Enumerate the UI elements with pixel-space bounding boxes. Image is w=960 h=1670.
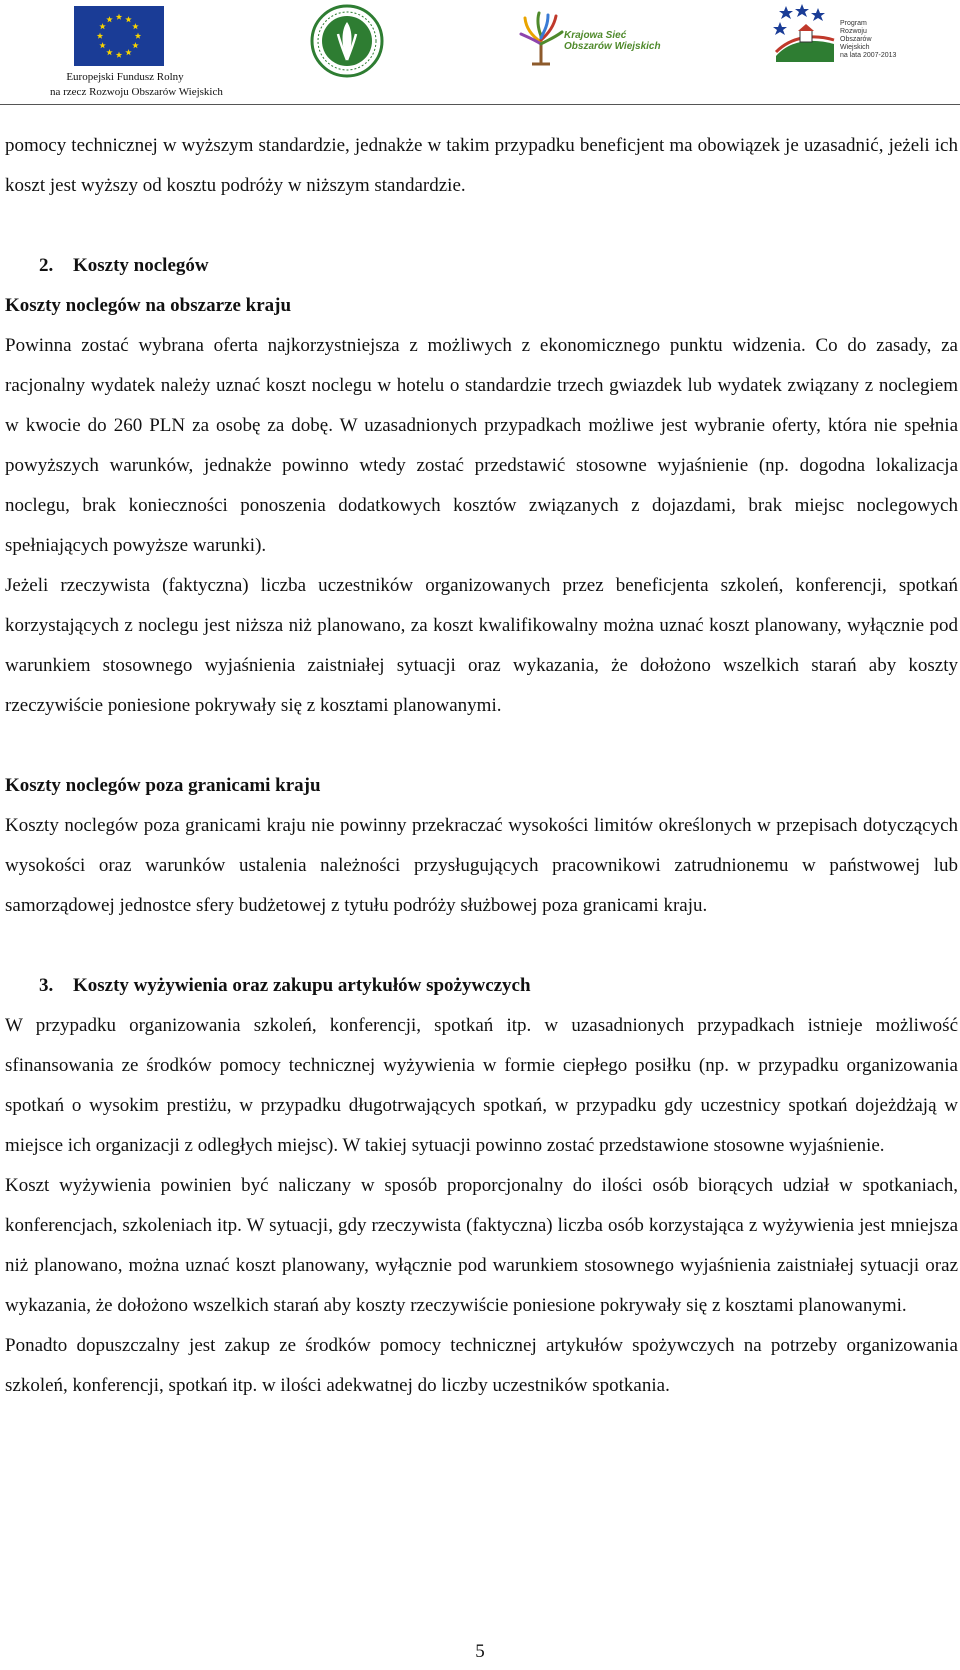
subsection-heading: Koszty noclegów na obszarze kraju xyxy=(5,295,292,316)
ksow-line1: Krajowa Sieć xyxy=(564,30,627,41)
ksow-label xyxy=(564,30,661,52)
paragraph: Ponadto dopuszczalny jest zakup ze środków pomocy technicznej artykułów spożywczych na potrzeby organizowania szkoleń, konferencji, spotkań itp. w ilości adekwatnej do liczby uczestników spotkania. xyxy=(5,1335,958,1396)
paragraph: Jeżeli rzeczywista (faktyczna) liczba uczestników organizowanych przez beneficjenta szkoleń, konferencji, spotkań korzystających z noclegu jest niższa niż planowano, za koszt kwalifikowalny można uznać koszt planowany, wyłącznie pod warunkiem stosownego wyjaśnienia zaistniałej sytuacji oraz wykazania, że dołożono wszelkich starań aby koszty rzeczywiście poniesione pokrywały się z kosztami planowanymi. xyxy=(5,575,958,716)
ksow-tree-icon xyxy=(518,10,564,66)
ksow-logo xyxy=(518,10,661,71)
prow-line: Rozwoju xyxy=(840,28,867,35)
eu-fund-line2: na rzecz Rozwoju Obszarów Wiejskich xyxy=(50,86,223,98)
prow-line: Program xyxy=(840,20,867,27)
paragraph: W przypadku organizowania szkoleń, konferencji, spotkań itp. w uzasadnionych przypadkach istnieje możliwość sfinansowania ze środków pomocy technicznej wyżywienia w formie ciepłego posiłku (np. w przypadku organizowania spotkań o wysokim prestiżu, w przypadku długotrwających spotkań, w przypadku gdy uczestnicy spotkań dojeżdżają w miejsce ich organizacji z odległych miejsc). W takiej sytuacji powinno zostać przedstawione stosowne wyjaśnienie. xyxy=(5,1015,958,1156)
eu-fund-caption xyxy=(50,70,223,100)
prow-line: Wiejskich xyxy=(840,44,870,51)
prow-label xyxy=(840,20,896,60)
prow-stars-icon xyxy=(772,2,838,66)
eu-fund-block xyxy=(50,6,223,100)
prow-line: na lata 2007-2013 xyxy=(840,52,897,59)
spacer xyxy=(5,206,958,246)
paragraph: pomocy technicznej w wyższym standardzie, jednakże w takim przypadku beneficjent ma obowiązek je uzasadnić, jeżeli ich koszt jest wyższy od kosztu podróży w niższym standardzie. xyxy=(5,135,958,196)
section-number: 3. xyxy=(39,975,54,996)
page-number: 5 xyxy=(475,1641,485,1662)
section-title: Koszty noclegów xyxy=(73,255,209,276)
section-title: Koszty wyżywienia oraz zakupu artykułów spożywczych xyxy=(73,975,531,996)
paragraph: Koszty noclegów poza granicami kraju nie powinny przekraczać wysokości limitów określonych w przepisach dotyczących wysokości oraz warunków ustalenia należności przysługujących pracownikowi zatrudnionemu w państwowej lub samorządowej jednostce sfery budżetowej z tytułu podróży służbowej poza granicami kraju. xyxy=(5,815,958,916)
section-heading xyxy=(5,966,958,1006)
spacer xyxy=(5,926,958,966)
prow-logo xyxy=(772,2,897,71)
ministry-seal-icon xyxy=(310,4,384,83)
eu-flag-icon xyxy=(74,6,164,66)
eu-fund-line1: Europejski Fundusz Rolny xyxy=(66,71,184,83)
section-number: 2. xyxy=(39,255,54,276)
page-header xyxy=(0,0,960,105)
ksow-line2: Obszarów Wiejskich xyxy=(564,41,661,52)
section-heading xyxy=(5,246,958,286)
prow-line: Obszarów xyxy=(840,36,872,43)
paragraph: Koszt wyżywienia powinien być naliczany w sposób proporcjonalny do ilości osób biorących udział w spotkaniach, konferencjach, szkoleniach itp. W sytuacji, gdy rzeczywista (faktyczna) liczba osób korzystająca z wyżywienia jest mniejsza niż planowano, można uznać koszt planowany, wyłącznie pod warunkiem stosownego wyjaśnienia zaistniałej sytuacji oraz wykazania, że dołożono wszelkich starań aby koszty rzeczywiście poniesione pokrywały się z kosztami planowanymi. xyxy=(5,1175,958,1316)
document-body xyxy=(5,126,958,1406)
paragraph: Powinna zostać wybrana oferta najkorzystniejsza z możliwych z ekonomicznego punktu widzenia. Co do zasady, za racjonalny wydatek należy uznać koszt noclegu w hotelu o standardzie trzech gwiazdek lub wydatek związany z noclegiem w kwocie do 260 PLN za osobę za dobę. W uzasadnionych przypadkach możliwe jest wybranie oferty, która nie spełnia powyższych warunków, jednakże powinno wtedy zostać przedstawić stosowne wyjaśnienie (np. dogodna lokalizacja noclegu, brak konieczności ponoszenia dodatkowych kosztów związanych z dojazdami, brak miejsc noclegowych spełniających powyższe warunki). xyxy=(5,335,958,556)
subsection-heading: Koszty noclegów poza granicami kraju xyxy=(5,775,321,796)
spacer xyxy=(5,726,958,766)
